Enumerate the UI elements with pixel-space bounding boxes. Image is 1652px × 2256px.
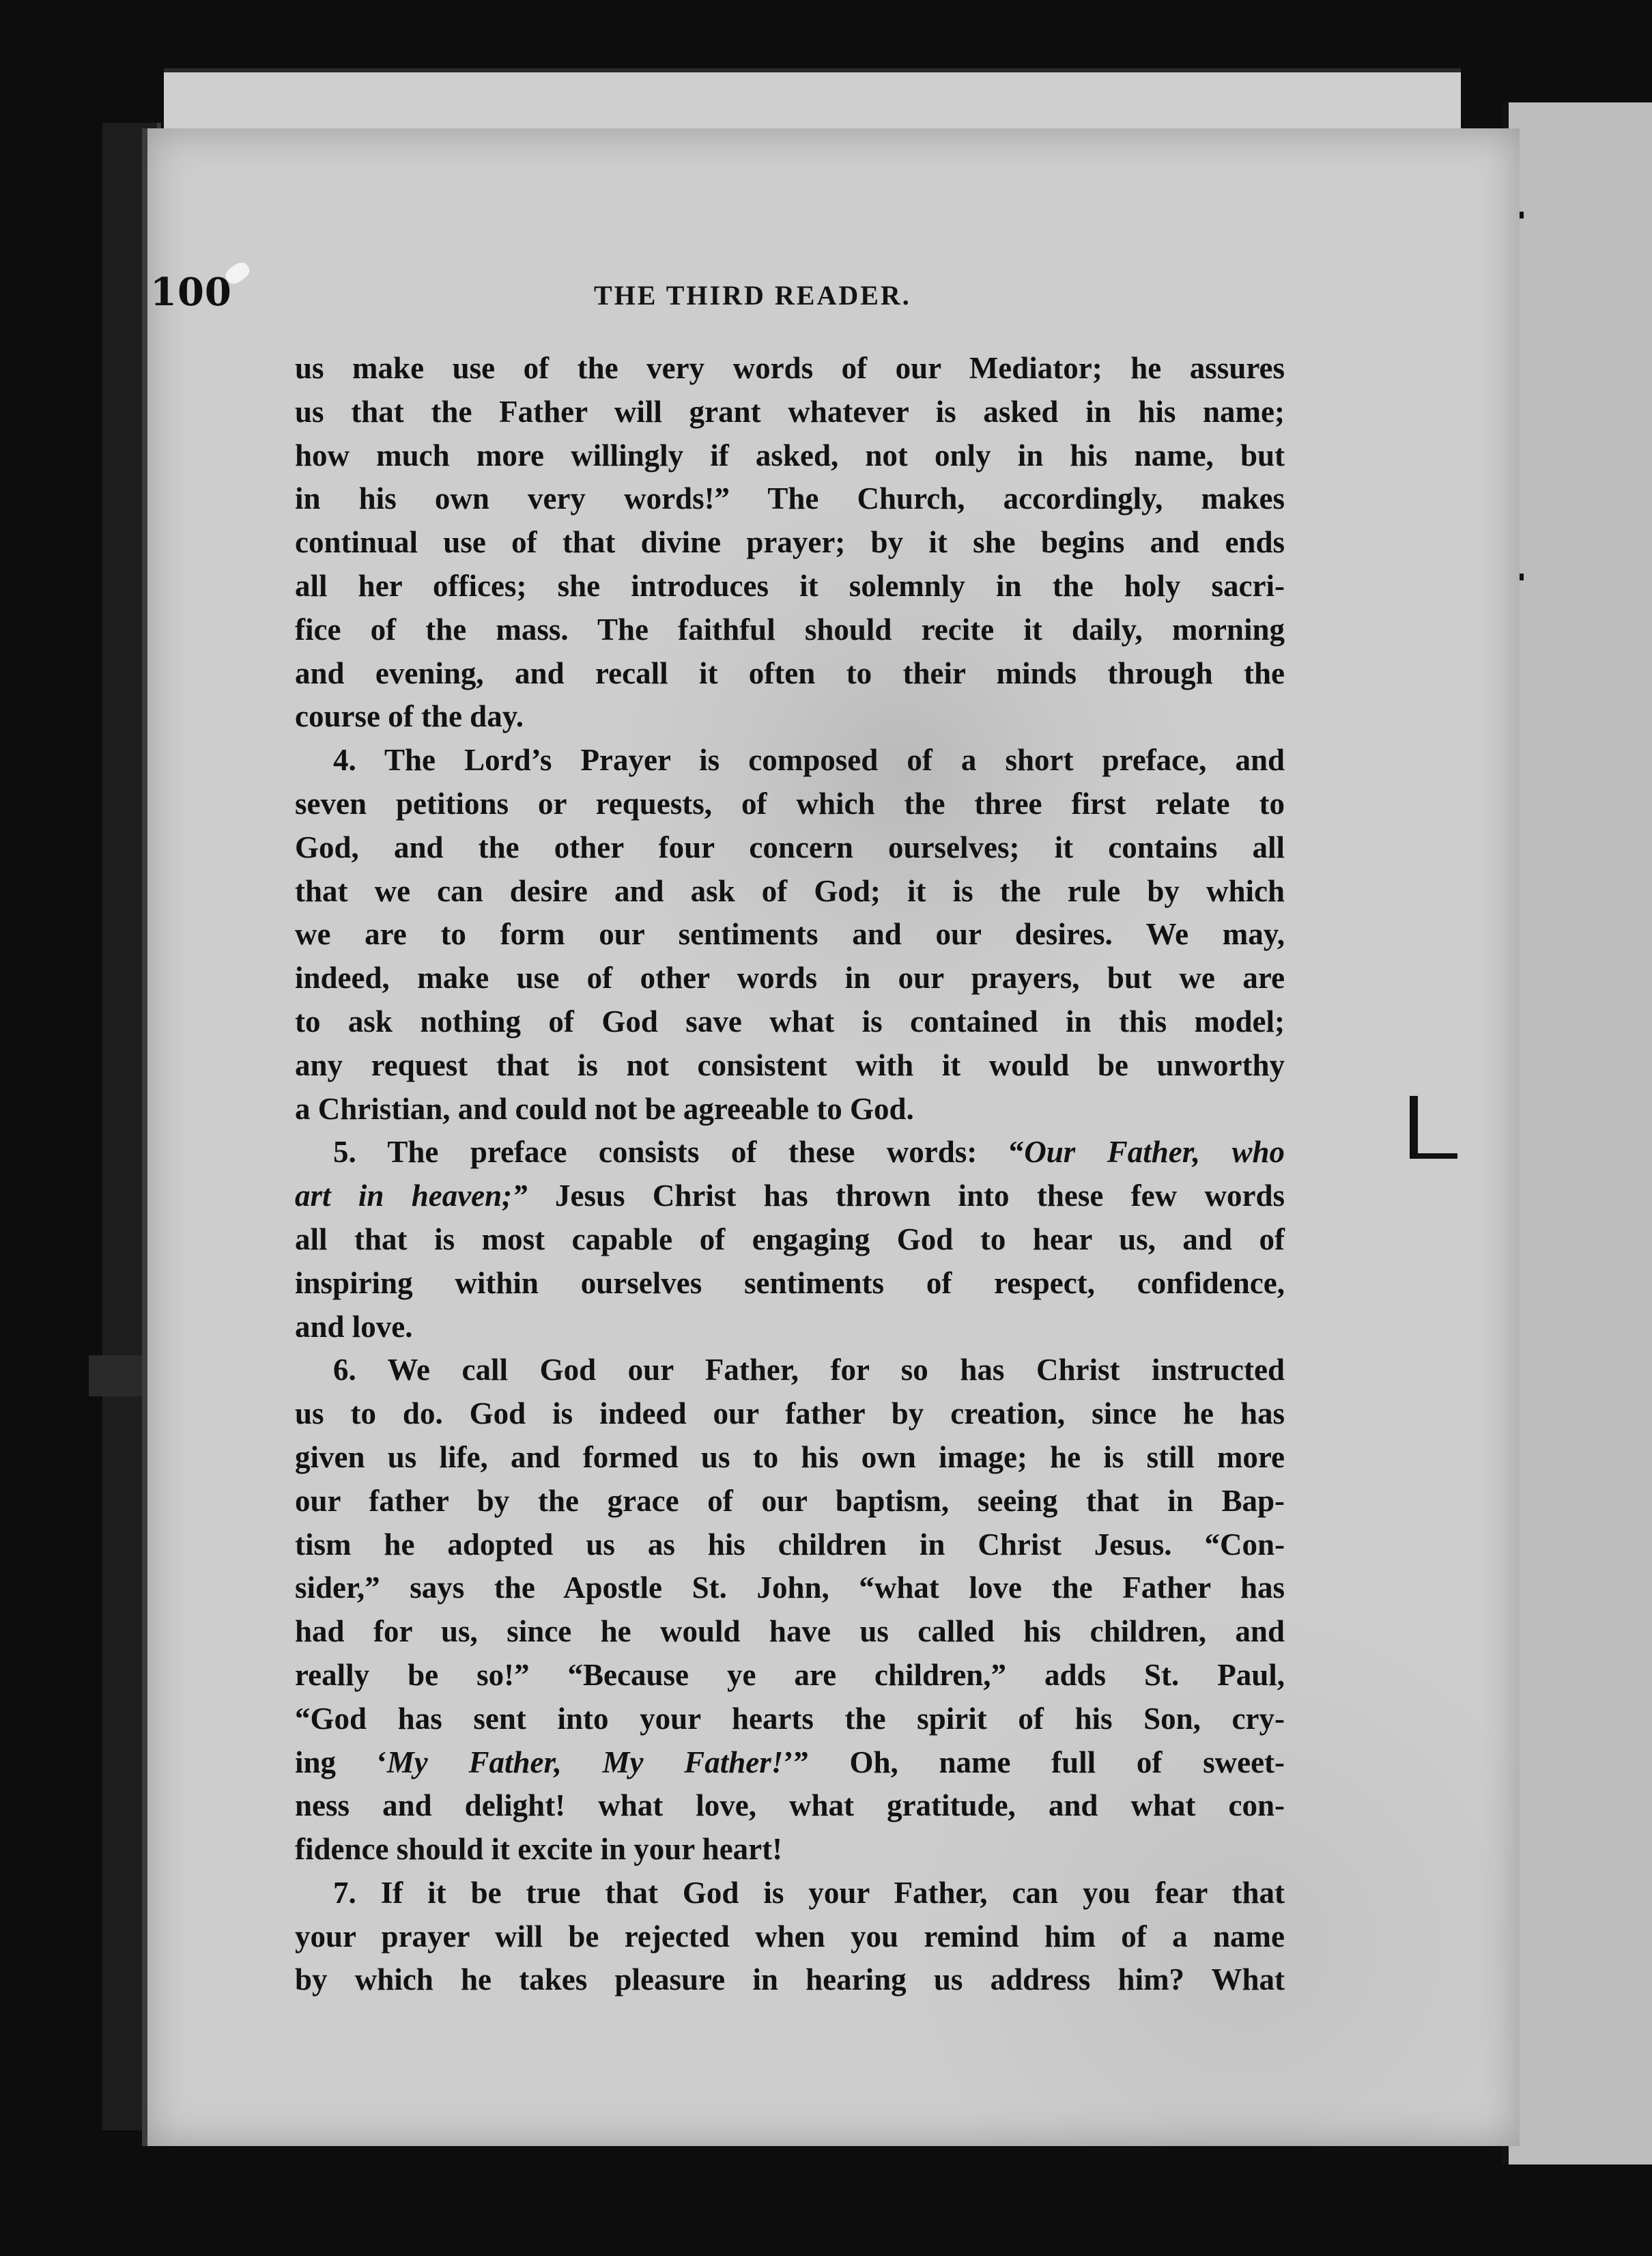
- text-line: God, and the other four concern ourselves; it contains all: [295, 830, 1285, 864]
- text-line: all her offices; she introduces it solemnly in the holy sacri-: [295, 568, 1285, 603]
- text-line: indeed, make use of other words in our prayers, but we are: [295, 961, 1285, 996]
- text-fragment: 5. The preface consists of these words: “: [333, 1135, 1025, 1170]
- text-line: fidence should it excite in your heart!: [295, 1832, 783, 1867]
- text-fragment: ’” Oh, name full of sweet-: [783, 1745, 1285, 1779]
- text-line: sider,” says the Apostle St. John, “what love the Father has: [295, 1570, 1285, 1605]
- paragraph-7-start: 7. If it be true that God is your Father, can you fear that: [333, 1875, 1285, 1910]
- text-line: seven petitions or requests, of which the three first relate to: [295, 786, 1285, 821]
- text-line: us make use of the very words of our Mediator; he assures: [295, 351, 1285, 385]
- text-line: [295, 1741, 1285, 1785]
- text-line: that we can desire and ask of God; it is the rule by which: [295, 873, 1285, 908]
- text-line: we are to form our sentiments and our desires. We may,: [295, 917, 1285, 952]
- body-text: [295, 347, 1285, 2002]
- text-line: how much more willingly if asked, not only in his name, but: [295, 438, 1285, 473]
- text-line: a Christian, and could not be agreeable to God.: [295, 1091, 914, 1126]
- text-line: tism he adopted us as his children in Christ Jesus. “Con-: [295, 1527, 1285, 1562]
- margin-mark-stroke: [1410, 1096, 1418, 1157]
- text-line: ness and delight! what love, what gratitude, and what con-: [295, 1788, 1285, 1823]
- italic-quote: Our Father, who: [1024, 1135, 1285, 1170]
- page-number: 100: [150, 270, 232, 315]
- text-line: course of the day.: [295, 699, 524, 734]
- running-title: THE THIRD READER.: [594, 280, 911, 311]
- paragraph-4-start: 4. The Lord’s Prayer is composed of a short preface, and: [333, 743, 1285, 778]
- margin-pencil-mark: [1396, 1096, 1451, 1164]
- text-line: us that the Father will grant whatever is asked in his name;: [295, 394, 1285, 429]
- text-fragment: ing ‘: [295, 1745, 387, 1779]
- italic-quote: My Father, My Father!: [386, 1745, 784, 1779]
- running-header: [150, 270, 935, 318]
- text-line: your prayer will be rejected when you remind him of a name: [295, 1919, 1285, 1954]
- text-line: us to do. God is indeed our father by creation, since he has: [295, 1396, 1285, 1431]
- paragraph-6-start: 6. We call God our Father, for so has Christ instructed: [333, 1353, 1285, 1387]
- text-line: [295, 1174, 1285, 1218]
- text-fragment: Jesus Christ has thrown into these few words: [527, 1179, 1285, 1213]
- text-line: and evening, and recall it often to their minds through the: [295, 655, 1285, 690]
- text-line: continual use of that divine prayer; by it she begins and ends: [295, 525, 1285, 560]
- text-line: “God has sent into your hearts the spirit of his Son, cry-: [295, 1701, 1285, 1736]
- text-line: inspiring within ourselves sentiments of respect, confidence,: [295, 1265, 1285, 1300]
- text-line: really be so!” “Because ye are children,” adds St. Paul,: [295, 1657, 1285, 1692]
- text-line: our father by the grace of our baptism, seeing that in Bap-: [295, 1483, 1285, 1518]
- text-line: all that is most capable of engaging God to hear us, and of: [295, 1222, 1285, 1256]
- facing-page-edge: [1502, 102, 1652, 2165]
- text-line: by which he takes pleasure in hearing us address him? What: [295, 1962, 1285, 1997]
- text-line: and love.: [295, 1309, 413, 1344]
- text-line: to ask nothing of God save what is contained in this model;: [295, 1004, 1285, 1039]
- text-line: had for us, since he would have us called his children, and: [295, 1614, 1285, 1649]
- margin-mark-stroke: [1410, 1153, 1457, 1159]
- text-line: in his own very words!” The Church, accordingly, makes: [295, 481, 1285, 516]
- text-line: given us life, and formed us to his own image; he is still more: [295, 1439, 1285, 1474]
- paragraph-5-start: [295, 1131, 1285, 1174]
- text-line: any request that is not consistent with it would be unworthy: [295, 1047, 1285, 1082]
- text-line: fice of the mass. The faithful should recite it daily, morning: [295, 612, 1285, 647]
- italic-quote: art in heaven;”: [295, 1179, 528, 1213]
